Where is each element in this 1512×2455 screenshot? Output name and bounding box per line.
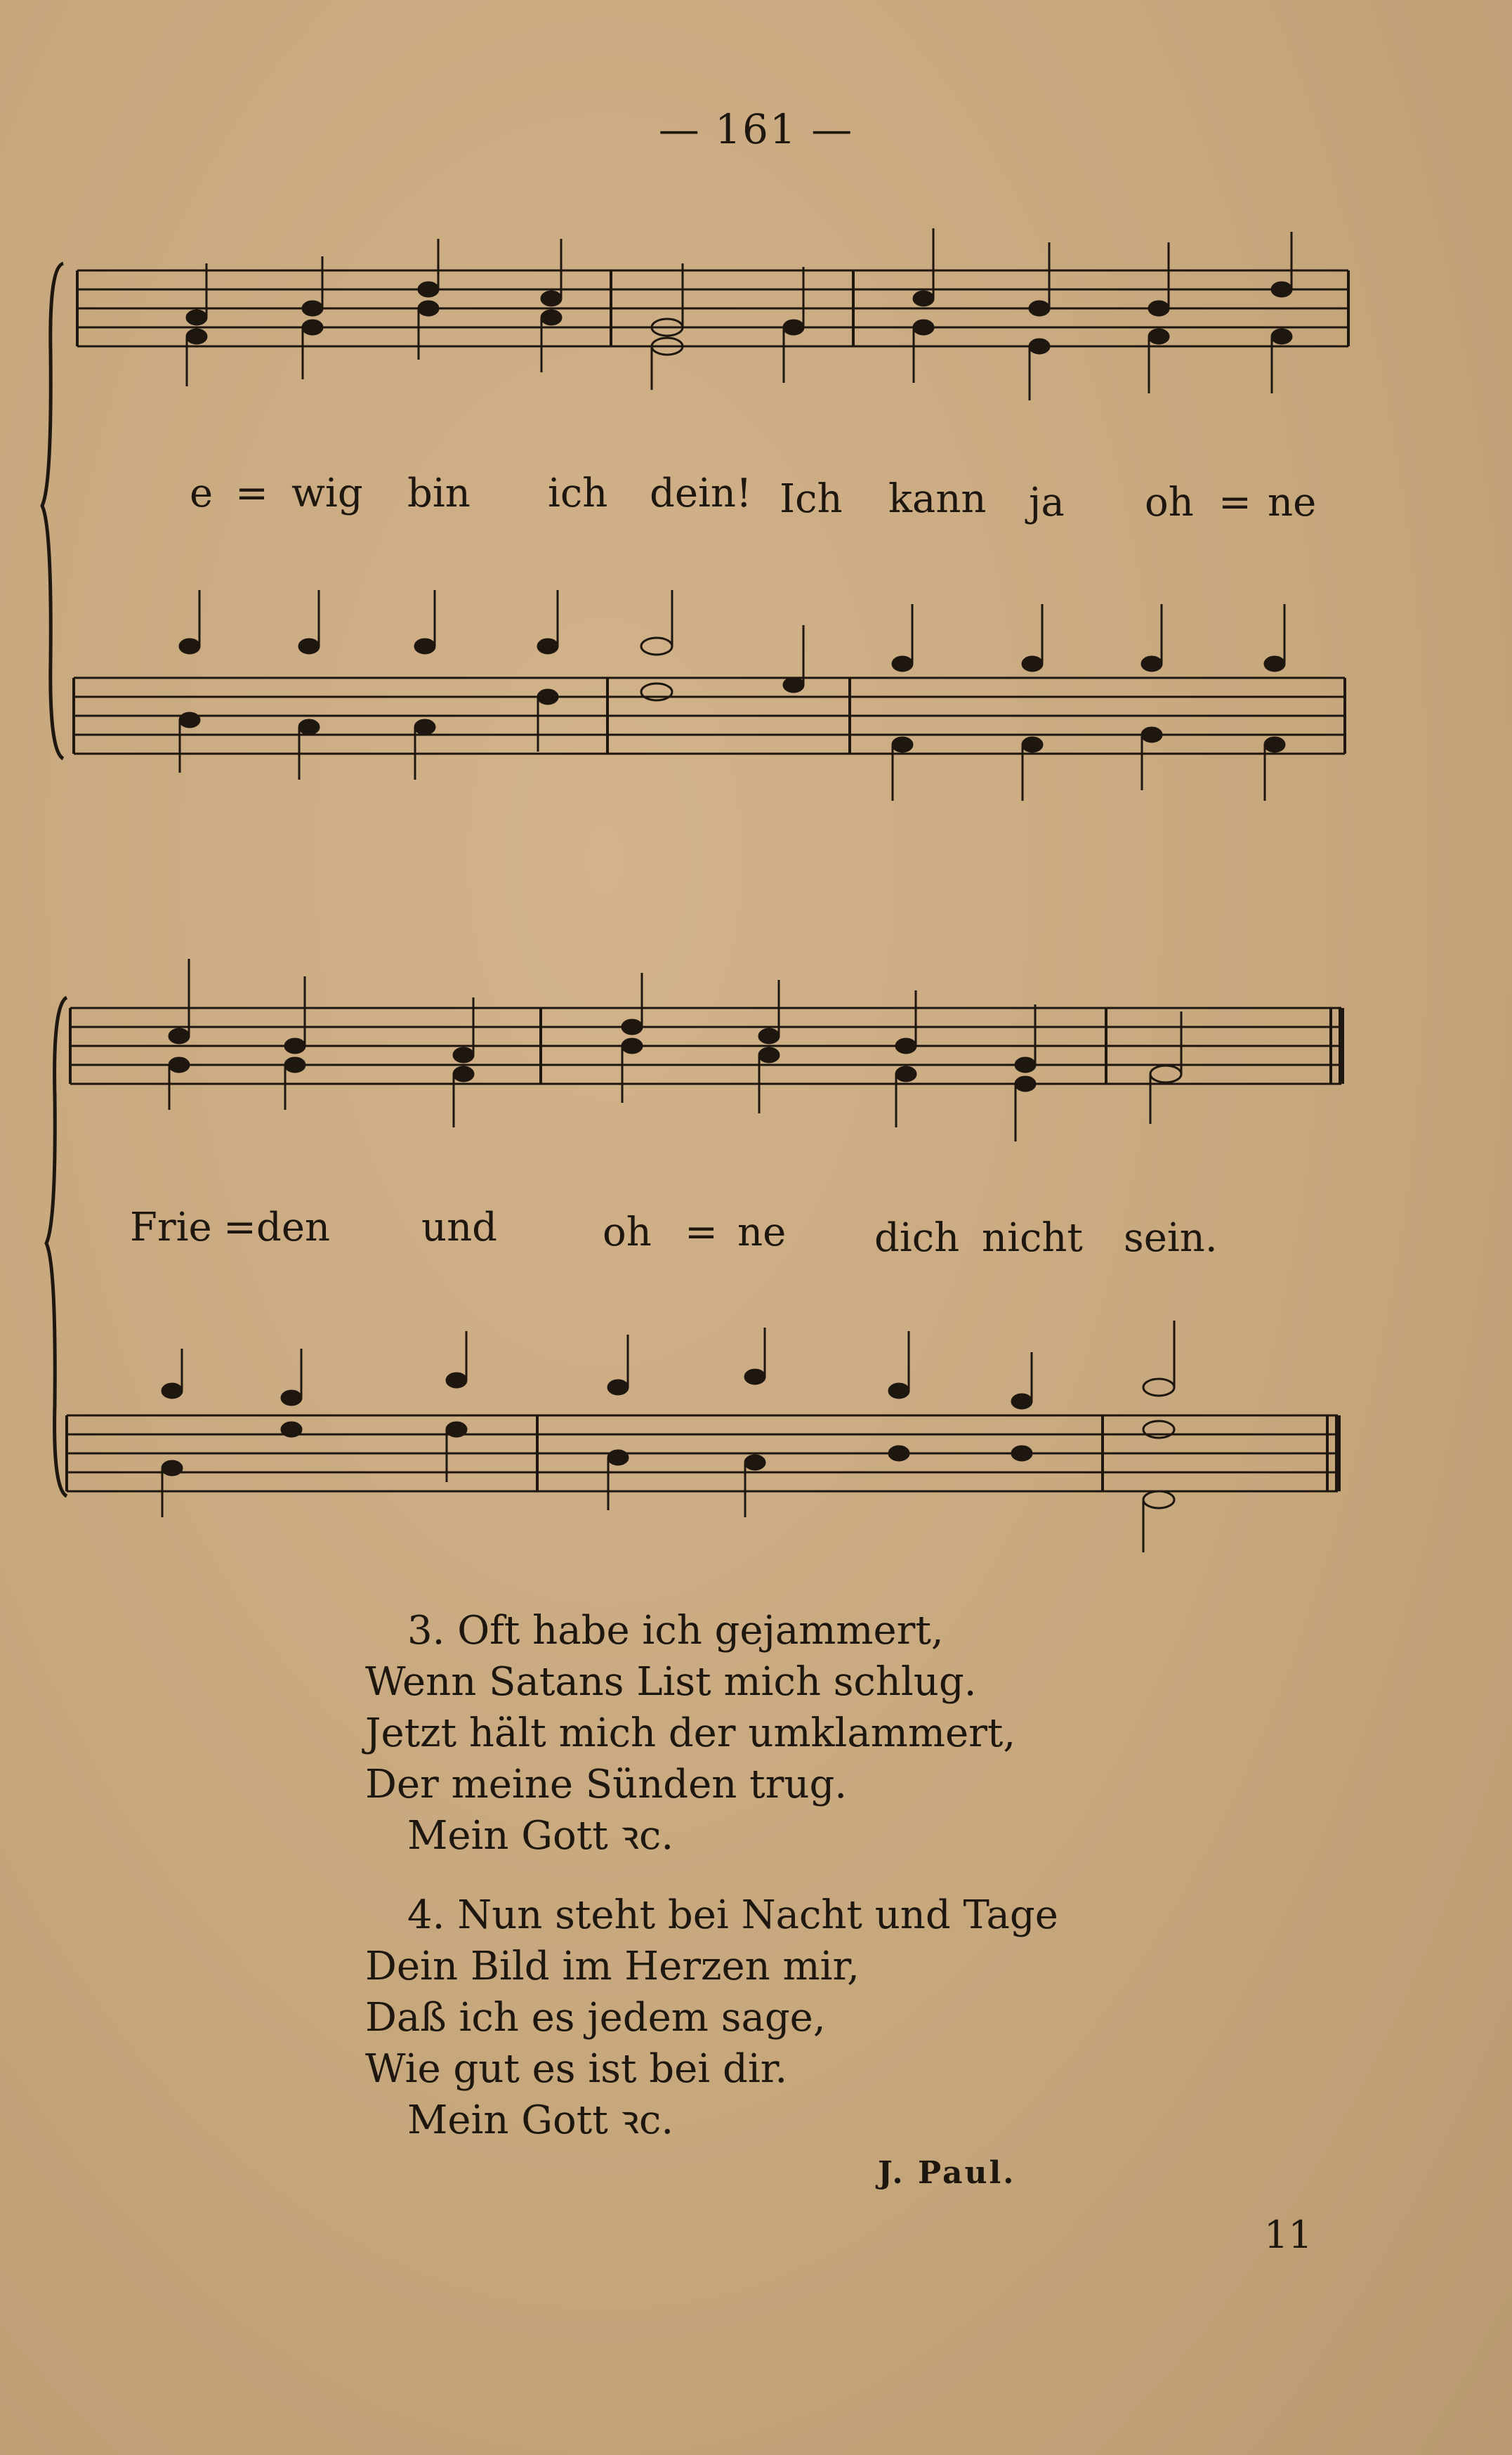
- verse-refrain: Mein Gott ꝛc.: [407, 1813, 674, 1859]
- lyric-syllable: kann: [888, 476, 987, 522]
- verse-3: [365, 1605, 1015, 1861]
- signature-mark: 11: [1264, 2213, 1313, 2257]
- lyric-hyphen: =: [235, 471, 268, 516]
- lyric-syllable: ja: [1029, 480, 1065, 525]
- verse-line: Wenn Satans List mich schlug.: [365, 1659, 977, 1705]
- lyric-syllable: sein.: [1124, 1215, 1218, 1261]
- lyric-syllable: ne: [1268, 480, 1317, 525]
- notes-upper-2: [169, 959, 1181, 1141]
- lyric-syllable: Ich: [780, 476, 843, 522]
- lyric-syllable: oh: [603, 1210, 652, 1255]
- notes-upper-1: [187, 228, 1291, 400]
- verse-4: [365, 1890, 1058, 2146]
- page-number: — 161 —: [658, 105, 854, 153]
- notes-lower-1: [180, 590, 1284, 801]
- lyric-syllable: oh: [1145, 480, 1194, 525]
- lyric-syllable: ich: [548, 471, 608, 516]
- lyric-hyphen: =: [223, 1205, 256, 1250]
- lyric-syllable: ne: [737, 1210, 787, 1255]
- verse-refrain: Mein Gott ꝛc.: [407, 2097, 674, 2143]
- verse-line: Der meine Sünden trug.: [365, 1762, 848, 1807]
- lyric-syllable: dich: [874, 1215, 960, 1261]
- verse-line: Daß ich es jedem sage,: [365, 1995, 826, 2041]
- lyric-hyphen: =: [1218, 480, 1251, 525]
- lyric-syllable: den: [256, 1205, 331, 1250]
- lyric-syllable: und: [421, 1205, 497, 1250]
- verse-line: Wie gut es ist bei dir.: [365, 2046, 788, 2092]
- lyric-syllable: bin: [407, 471, 471, 516]
- notes-lower-2: [162, 1321, 1174, 1552]
- verse-line: Jetzt hält mich der umklammert,: [365, 1710, 1016, 1756]
- staff-lower-2: [67, 1415, 1338, 1491]
- verse-line: 3. Oft habe ich gejammert,: [407, 1608, 944, 1654]
- verse-line: 4. Nun steht bei Nacht und Tage: [407, 1892, 1058, 1938]
- lyric-syllable: e: [190, 471, 213, 516]
- lyric-syllable: dein!: [650, 471, 752, 516]
- verse-line: Dein Bild im Herzen mir,: [365, 1944, 860, 1989]
- author-credit: J. Paul.: [878, 2155, 1016, 2191]
- lyric-syllable: wig: [291, 471, 363, 516]
- lyric-syllable: Frie: [130, 1205, 212, 1250]
- lyric-syllable: nicht: [982, 1215, 1083, 1261]
- lyric-hyphen: =: [685, 1210, 718, 1255]
